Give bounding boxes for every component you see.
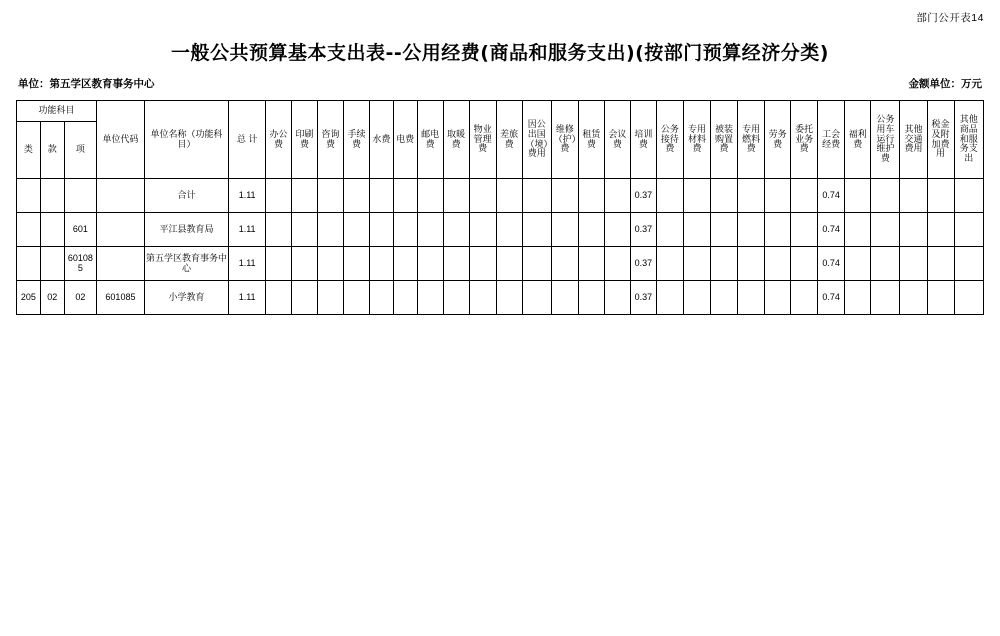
- cell-total: 1.11: [229, 247, 266, 281]
- cell-xiang: 02: [64, 281, 97, 315]
- header-expense-col: 办公费: [266, 101, 292, 179]
- cell-expense-value: 0.74: [818, 247, 845, 281]
- header-expense-col: 其他交通费用: [900, 101, 927, 179]
- cell-expense-value: [551, 247, 578, 281]
- header-expense-col: 咨询费: [318, 101, 344, 179]
- cell-expense-value: [417, 247, 443, 281]
- cell-unit-code: [97, 247, 145, 281]
- cell-expense-value: [469, 281, 496, 315]
- header-expense-col: 培训费: [630, 101, 656, 179]
- header-expense-col: 因公出国（境）费用: [522, 101, 551, 179]
- cell-kuan: [40, 247, 64, 281]
- cell-expense-value: [871, 281, 900, 315]
- cell-kuan: [40, 179, 64, 213]
- cell-expense-value: [900, 281, 927, 315]
- header-row-group: [17, 101, 984, 122]
- cell-unit-name: 平江县教育局: [144, 213, 228, 247]
- cell-expense-value: [954, 281, 983, 315]
- cell-expense-value: [318, 247, 344, 281]
- cell-lei: [17, 213, 41, 247]
- table-row: [17, 247, 984, 281]
- cell-expense-value: [469, 213, 496, 247]
- header-expense-col: 租赁费: [578, 101, 604, 179]
- header-unit-name: 单位名称（功能科目）: [144, 101, 228, 179]
- cell-expense-value: [469, 247, 496, 281]
- header-expense-col: 物业管理费: [469, 101, 496, 179]
- header-expense-col: 公务用车运行维护费: [871, 101, 900, 179]
- cell-expense-value: [393, 281, 417, 315]
- cell-expense-value: [292, 179, 318, 213]
- header-expense-col: 税金及附加费用: [927, 101, 954, 179]
- cell-expense-value: [266, 247, 292, 281]
- header-function-subject: 功能科目: [17, 101, 97, 122]
- header-expense-col: 差旅费: [496, 101, 522, 179]
- cell-unit-code: 601085: [97, 281, 145, 315]
- cell-expense-value: [765, 247, 791, 281]
- form-number-label: 部门公开表14: [916, 12, 984, 24]
- cell-expense-value: [710, 179, 737, 213]
- cell-expense-value: [954, 179, 983, 213]
- cell-expense-value: [578, 281, 604, 315]
- cell-expense-value: [845, 247, 871, 281]
- cell-unit-name: 合计: [144, 179, 228, 213]
- cell-expense-value: [710, 247, 737, 281]
- page-title: 一般公共预算基本支出表--公用经费(商品和服务支出)(按部门预算经济分类): [170, 42, 829, 64]
- cell-expense-value: [551, 213, 578, 247]
- table-row: [17, 179, 984, 213]
- cell-xiang: 601: [64, 213, 97, 247]
- cell-expense-value: [393, 213, 417, 247]
- cell-expense-value: [845, 213, 871, 247]
- cell-expense-value: [900, 179, 927, 213]
- cell-expense-value: [604, 247, 630, 281]
- cell-expense-value: [443, 213, 469, 247]
- header-expense-col: 专用材料费: [683, 101, 710, 179]
- cell-expense-value: [738, 247, 765, 281]
- cell-expense-value: [604, 179, 630, 213]
- cell-xiang: [64, 179, 97, 213]
- cell-unit-name: 小学教育: [144, 281, 228, 315]
- cell-expense-value: [656, 281, 683, 315]
- cell-expense-value: [900, 247, 927, 281]
- cell-expense-value: [927, 247, 954, 281]
- cell-expense-value: [318, 281, 344, 315]
- cell-lei: [17, 247, 41, 281]
- cell-expense-value: [522, 213, 551, 247]
- cell-total: 1.11: [229, 179, 266, 213]
- cell-expense-value: [393, 179, 417, 213]
- cell-xiang: 601085: [64, 247, 97, 281]
- cell-expense-value: [369, 281, 393, 315]
- cell-expense-value: [791, 213, 818, 247]
- cell-expense-value: [845, 281, 871, 315]
- cell-expense-value: [604, 281, 630, 315]
- cell-expense-value: [343, 281, 369, 315]
- header-expense-col: 工会经费: [818, 101, 845, 179]
- table-head: [17, 101, 984, 179]
- cell-expense-value: [738, 281, 765, 315]
- header-expense-col: 维修（护）费: [551, 101, 578, 179]
- cell-expense-value: [496, 213, 522, 247]
- cell-expense-value: [791, 247, 818, 281]
- cell-expense-value: [656, 179, 683, 213]
- cell-expense-value: [656, 247, 683, 281]
- cell-expense-value: [522, 247, 551, 281]
- cell-expense-value: [318, 179, 344, 213]
- cell-expense-value: 0.74: [818, 179, 845, 213]
- cell-expense-value: [292, 281, 318, 315]
- cell-expense-value: [900, 213, 927, 247]
- header-expense-col: 委托业务费: [791, 101, 818, 179]
- cell-expense-value: [604, 213, 630, 247]
- header-expense-col: 电费: [393, 101, 417, 179]
- cell-expense-value: [871, 213, 900, 247]
- cell-expense-value: [765, 281, 791, 315]
- cell-expense-value: [343, 213, 369, 247]
- header-expense-col: 其他商品和服务支出: [954, 101, 983, 179]
- table-row: [17, 213, 984, 247]
- cell-expense-value: [266, 281, 292, 315]
- cell-expense-value: [927, 213, 954, 247]
- cell-unit-code: [97, 213, 145, 247]
- cell-kuan: [40, 213, 64, 247]
- cell-expense-value: [578, 213, 604, 247]
- cell-expense-value: [369, 247, 393, 281]
- cell-expense-value: 0.37: [630, 281, 656, 315]
- cell-expense-value: [791, 281, 818, 315]
- cell-expense-value: [954, 247, 983, 281]
- cell-expense-value: [443, 247, 469, 281]
- cell-expense-value: [417, 281, 443, 315]
- header-expense-col: 手续费: [343, 101, 369, 179]
- header-expense-col: 取暖费: [443, 101, 469, 179]
- cell-expense-value: [369, 179, 393, 213]
- cell-expense-value: 0.37: [630, 247, 656, 281]
- cell-expense-value: [710, 281, 737, 315]
- header-expense-col: 印刷费: [292, 101, 318, 179]
- cell-lei: [17, 179, 41, 213]
- cell-expense-value: [578, 247, 604, 281]
- cell-expense-value: [551, 179, 578, 213]
- cell-total: 1.11: [229, 281, 266, 315]
- cell-expense-value: [845, 179, 871, 213]
- header-expense-col: 会议费: [604, 101, 630, 179]
- cell-expense-value: [266, 213, 292, 247]
- cell-expense-value: [443, 281, 469, 315]
- cell-expense-value: [469, 179, 496, 213]
- header-total: 总 计: [229, 101, 266, 179]
- cell-expense-value: 0.37: [630, 179, 656, 213]
- cell-expense-value: [954, 213, 983, 247]
- cell-expense-value: 0.74: [818, 213, 845, 247]
- unit-label: 单位：第五学区教育事务中心: [18, 78, 155, 90]
- cell-expense-value: [417, 213, 443, 247]
- cell-expense-value: 0.74: [818, 281, 845, 315]
- cell-expense-value: [496, 281, 522, 315]
- header-expense-col: 邮电费: [417, 101, 443, 179]
- cell-expense-value: [656, 213, 683, 247]
- cell-expense-value: [871, 179, 900, 213]
- cell-unit-name: 第五学区教育事务中心: [144, 247, 228, 281]
- cell-expense-value: [683, 247, 710, 281]
- cell-expense-value: [927, 281, 954, 315]
- cell-unit-code: [97, 179, 145, 213]
- cell-total: 1.11: [229, 213, 266, 247]
- cell-lei: 205: [17, 281, 41, 315]
- cell-expense-value: [710, 213, 737, 247]
- cell-expense-value: [871, 247, 900, 281]
- cell-expense-value: [443, 179, 469, 213]
- cell-expense-value: [738, 213, 765, 247]
- cell-expense-value: [266, 179, 292, 213]
- cell-expense-value: [522, 179, 551, 213]
- cell-expense-value: [683, 213, 710, 247]
- header-kuan: 款: [40, 122, 64, 179]
- cell-expense-value: [393, 247, 417, 281]
- header-expense-col: 劳务费: [765, 101, 791, 179]
- header-unit-code: 单位代码: [97, 101, 145, 179]
- cell-expense-value: [683, 281, 710, 315]
- cell-expense-value: [578, 179, 604, 213]
- header-expense-col: 被装购置费: [710, 101, 737, 179]
- table-body: [17, 179, 984, 315]
- cell-expense-value: 0.37: [630, 213, 656, 247]
- cell-expense-value: [292, 247, 318, 281]
- cell-expense-value: [292, 213, 318, 247]
- header-expense-col: 专用燃料费: [738, 101, 765, 179]
- amount-unit-label: 金额单位：万元: [908, 78, 982, 90]
- cell-expense-value: [791, 179, 818, 213]
- table-row: [17, 281, 984, 315]
- cell-expense-value: [343, 179, 369, 213]
- meta-row: [18, 76, 982, 90]
- header-expense-col: 福利费: [845, 101, 871, 179]
- header-lei: 类: [17, 122, 41, 179]
- header-xiang: 项: [64, 122, 97, 179]
- cell-expense-value: [765, 179, 791, 213]
- cell-expense-value: [738, 179, 765, 213]
- budget-table: [16, 100, 984, 315]
- header-expense-col: 公务接待费: [656, 101, 683, 179]
- cell-expense-value: [496, 179, 522, 213]
- cell-expense-value: [522, 281, 551, 315]
- cell-expense-value: [417, 179, 443, 213]
- cell-expense-value: [369, 213, 393, 247]
- cell-expense-value: [927, 179, 954, 213]
- cell-expense-value: [496, 247, 522, 281]
- cell-expense-value: [683, 179, 710, 213]
- cell-expense-value: [318, 213, 344, 247]
- cell-expense-value: [551, 281, 578, 315]
- cell-expense-value: [765, 213, 791, 247]
- cell-kuan: 02: [40, 281, 64, 315]
- cell-expense-value: [343, 247, 369, 281]
- header-expense-col: 水费: [369, 101, 393, 179]
